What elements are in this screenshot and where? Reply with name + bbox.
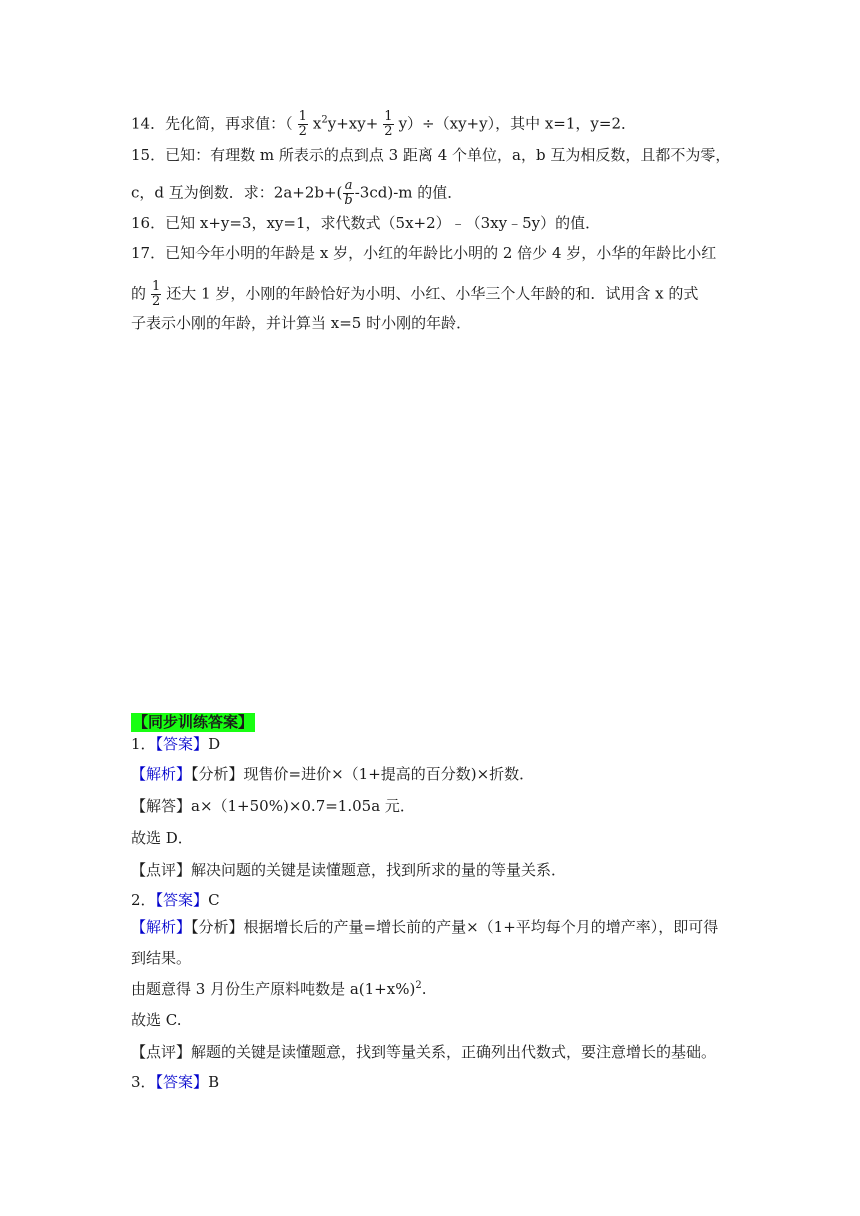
problem-text: 已知 x+y=3，xy=1，求代数式（5x+2）﹣（3xy﹣5y）的值． (165, 214, 601, 232)
fraction: $\frac{a}{b}$ (344, 178, 353, 208)
problem-17-line-3: 子表示小刚的年龄，并计算当 x=5 时小刚的年龄． (131, 314, 472, 332)
jiexi-tag: 【解析】 (131, 918, 192, 936)
answer-3: 3．【答案】B (131, 1073, 220, 1091)
answer-tag: 【答案】 (155, 1073, 209, 1091)
answer-tag: 【答案】 (155, 891, 209, 909)
answers-header: 【同步训练答案】 (133, 713, 254, 731)
answer-value: C (208, 891, 220, 909)
problem-number: 15． (131, 146, 166, 164)
problem-number: 14． (131, 114, 166, 133)
problem-number: 16． (131, 214, 166, 232)
answer-1: 1．【答案】D (131, 735, 221, 753)
problem-14: 14．先化简，再求值：（ $\frac{1}{2}$ $x^2y+xy+$ $\frac{1}{2}$ y）÷（xy+y），其中 x=1，y=2． (131, 109, 637, 139)
problem-15-line-1 (131, 145, 730, 165)
answer-1-comment: 【点评】解决问题的关键是读懂题意，找到所求的量的等量关系． (131, 861, 567, 879)
problem-number: 17． (131, 244, 166, 262)
problem-17-line-1 (131, 243, 716, 263)
answer-1-solution: 【解答】a×（1+50%)×0.7=1.05a 元． (131, 797, 415, 815)
problem-15-line-2: c，d 互为倒数．求：2a+2b+( $\frac{a}{b}$ -3cd)-m 的值． (131, 178, 463, 208)
fraction: $\frac{1}{2}$ (152, 279, 161, 309)
jiexi-tag: 【解析】 (131, 765, 192, 783)
problem-text: 已知今年小明的年龄是 x 岁，小红的年龄比小明的 2 倍少 4 岁，小华的年龄比小红 (165, 244, 717, 262)
answer-2-analysis-2: 到结果。 (131, 949, 192, 967)
answer-1-choose: 故选 D． (131, 829, 193, 847)
answer-2: 2．【答案】C (131, 891, 220, 909)
answer-2-choose: 故选 C. (131, 1011, 182, 1029)
answer-2-analysis: 【解析】【分析】根据增长后的产量=增长前的产量×（1+平均每个月的增产率），即可得 (131, 918, 719, 936)
answer-tag: 【答案】 (155, 735, 209, 753)
problem-16 (131, 213, 600, 233)
answer-value: B (208, 1073, 220, 1091)
answer-2-solution: 由题意得 3 月份生产原料吨数是 $a(1+x\%)^2$. (131, 980, 427, 998)
fraction: $\frac{1}{2}$ (384, 109, 393, 139)
problem-17-line-2: 的 $\frac{1}{2}$ 还大 1 岁，小刚的年龄恰好为小明、小红、小华三个人年龄的和．试用含 x 的式 (131, 279, 699, 309)
problem-text: 已知：有理数 m 所表示的点到点 3 距离 4 个单位，a，b 互为相反数，且都不为零， (165, 146, 731, 164)
fraction: $\frac{1}{2}$ (298, 109, 307, 139)
answer-value: D (208, 735, 221, 753)
answer-1-analysis: 【解析】【分析】现售价=进价×（1+提高的百分数)×折数． (131, 765, 535, 783)
answer-2-comment: 【点评】解题的关键是读懂题意，找到等量关系，正确列出代数式，要注意增长的基础。 (131, 1043, 717, 1061)
problem-text: 先化简，再求值：（ (165, 114, 293, 133)
